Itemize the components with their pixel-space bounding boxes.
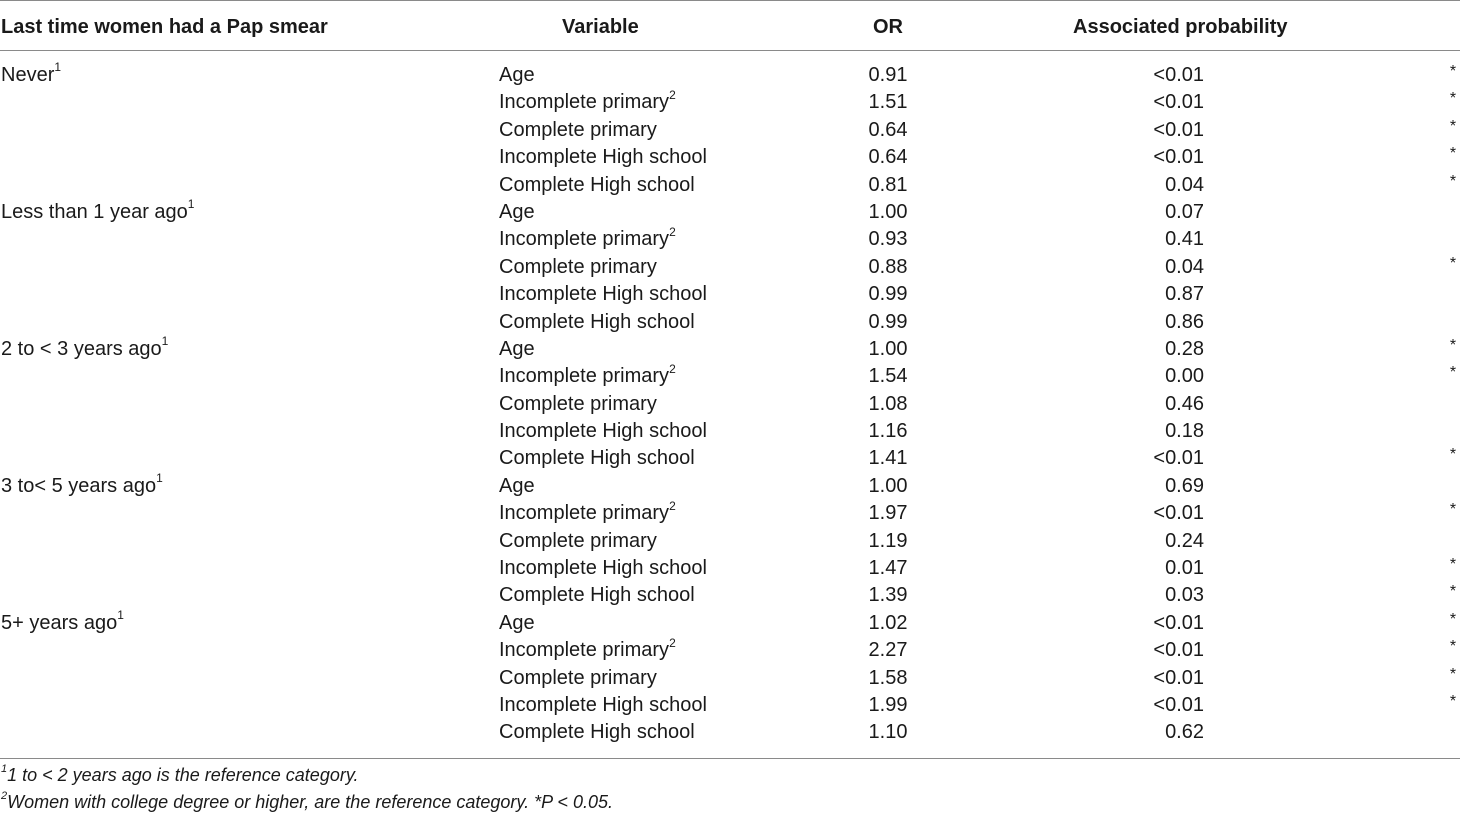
cell-probability-text: 0.62 (1165, 721, 1204, 744)
cell-significance (1446, 359, 1460, 386)
cell-significance (1446, 578, 1460, 605)
cell-significance (1446, 441, 1460, 468)
cell-or-text: 1.08 (868, 392, 908, 415)
cell-significance (1446, 332, 1460, 359)
cell-variable-text: Complete primary (499, 255, 657, 278)
cell-probability (1080, 226, 1204, 253)
cell-variable-text: Age (499, 337, 535, 360)
cell-or (830, 254, 946, 281)
cell-or (830, 62, 946, 89)
cell-or (830, 172, 946, 199)
cell-variable-text: Incomplete primary (499, 365, 670, 388)
cell-variable-sup: 2 (669, 87, 676, 102)
cell-variable (499, 500, 676, 527)
table-row (0, 172, 1460, 199)
cell-probability-text: 0.00 (1165, 365, 1204, 388)
cell-or (830, 226, 946, 253)
cell-variable-sup: 2 (669, 224, 676, 239)
cell-significance-text: * (1449, 63, 1457, 80)
cell-or (830, 281, 946, 308)
table-row (0, 336, 1460, 363)
cell-significance (1446, 168, 1460, 195)
cell-or (830, 528, 946, 555)
cell-probability (1080, 528, 1204, 555)
table-row (0, 89, 1460, 116)
cell-group-sup: 1 (187, 197, 195, 212)
table-header (0, 0, 1460, 50)
cell-probability-text: <0.01 (1153, 118, 1204, 141)
cell-variable-text: Complete primary (499, 392, 657, 415)
cell-group (1, 473, 163, 500)
cell-variable (499, 637, 676, 664)
table-row (0, 62, 1460, 89)
cell-significance-text: * (1449, 172, 1457, 190)
table-row (0, 363, 1460, 390)
cell-variable-text: Incomplete primary (499, 228, 670, 251)
table-row (0, 309, 1460, 336)
cell-variable-text: Incomplete primary (499, 502, 670, 525)
cell-group-sup: 1 (54, 60, 62, 75)
cell-variable-text: Age (499, 611, 535, 634)
cell-variable (499, 391, 657, 418)
cell-variable-text: Incomplete High school (499, 283, 707, 306)
cell-or-text: 1.19 (868, 529, 908, 552)
cell-variable (499, 62, 535, 89)
cell-variable (499, 665, 657, 692)
cell-probability (1080, 309, 1204, 336)
cell-or-text: 0.91 (868, 64, 908, 86)
cell-or-text: 1.58 (868, 666, 908, 689)
cell-or (830, 665, 946, 692)
table-row (0, 144, 1460, 171)
cell-group-sup: 1 (161, 334, 169, 349)
cell-probability (1080, 610, 1204, 637)
cell-variable (499, 692, 707, 719)
cell-variable-sup: 2 (669, 635, 676, 650)
cell-group-text: 3 to< 5 years ago (1, 474, 157, 497)
header-rule (0, 50, 1460, 51)
table-row (0, 226, 1460, 253)
header-or: OR (873, 16, 903, 38)
cell-probability-text: <0.01 (1153, 502, 1204, 525)
cell-variable (499, 172, 695, 199)
cell-or-text: 1.39 (868, 584, 908, 607)
cell-significance-text: * (1449, 446, 1457, 464)
cell-variable (499, 254, 657, 281)
cell-group-text: Less than 1 year ago (1, 200, 188, 223)
cell-group (1, 610, 124, 637)
cell-variable (499, 226, 676, 253)
table-row (0, 719, 1460, 746)
footnote-text: Women with college degree or higher, are the reference category. *P < 0.05. (7, 792, 613, 812)
cell-probability (1080, 637, 1204, 664)
cell-variable-text: Incomplete High school (499, 420, 707, 443)
cell-or (830, 391, 946, 418)
cell-probability-text: <0.01 (1153, 611, 1204, 634)
cell-variable (499, 418, 707, 445)
cell-probability (1080, 254, 1204, 281)
cell-variable-text: Age (499, 474, 535, 497)
footnote-1 (1, 762, 613, 789)
cell-or (830, 89, 946, 116)
cell-significance (1446, 551, 1460, 578)
cell-significance (1446, 606, 1460, 633)
cell-probability-text: 0.24 (1165, 529, 1204, 552)
cell-probability-text: <0.01 (1153, 91, 1204, 114)
cell-significance-text: * (1449, 638, 1457, 656)
cell-or-text: 1.00 (868, 337, 908, 360)
footnote-marker: 2 (1, 790, 8, 802)
table-body (0, 62, 1460, 747)
cell-probability-text: <0.01 (1153, 447, 1204, 470)
table-row (0, 692, 1460, 719)
cell-or (830, 363, 946, 390)
cell-probability-text: 0.07 (1165, 200, 1204, 223)
cell-variable (499, 336, 535, 363)
cell-probability (1080, 445, 1204, 472)
cell-probability (1080, 719, 1204, 746)
cell-significance (1446, 661, 1460, 688)
cell-probability (1080, 363, 1204, 390)
table-row (0, 555, 1460, 582)
table-row (0, 254, 1460, 281)
cell-probability-text: <0.01 (1153, 64, 1204, 86)
table-row (0, 473, 1460, 500)
cell-variable-text: Complete High school (499, 447, 695, 470)
cell-group (1, 336, 168, 363)
bottom-rule (0, 758, 1460, 759)
cell-significance-text: * (1449, 556, 1457, 574)
cell-or-text: 1.97 (868, 502, 908, 525)
cell-or-text: 0.64 (868, 146, 908, 169)
cell-or (830, 418, 946, 445)
cell-or (830, 336, 946, 363)
cell-probability (1080, 172, 1204, 199)
cell-or (830, 309, 946, 336)
footnote-marker: 1 (1, 763, 8, 775)
cell-significance-text: * (1449, 364, 1457, 382)
cell-probability (1080, 199, 1204, 226)
cell-group-sup: 1 (156, 471, 163, 486)
header-group: Last time women had a Pap smear (1, 16, 328, 38)
cell-variable-text: Age (499, 200, 535, 223)
cell-variable (499, 363, 676, 390)
cell-or-text: 0.99 (868, 310, 908, 333)
cell-or-text: 1.47 (868, 557, 908, 580)
table-row (0, 199, 1460, 226)
table-row (0, 528, 1460, 555)
cell-probability (1080, 555, 1204, 582)
cell-significance (1446, 140, 1460, 167)
cell-probability-text: 0.46 (1165, 392, 1204, 415)
cell-probability (1080, 281, 1204, 308)
cell-group (1, 62, 61, 89)
cell-significance-text: * (1449, 145, 1457, 163)
cell-variable-text: Complete primary (499, 118, 657, 141)
table-row (0, 582, 1460, 609)
cell-significance (1446, 633, 1460, 660)
cell-probability-text: <0.01 (1153, 693, 1204, 716)
cell-variable (499, 144, 707, 171)
cell-probability-text: 0.28 (1165, 337, 1204, 360)
cell-probability (1080, 117, 1204, 144)
cell-or (830, 582, 946, 609)
cell-significance (1446, 85, 1460, 112)
cell-probability-text: 0.03 (1165, 584, 1204, 607)
cell-variable-text: Age (499, 64, 535, 86)
table-row (0, 665, 1460, 692)
cell-variable-text: Complete primary (499, 666, 657, 689)
cell-or (830, 719, 946, 746)
cell-variable (499, 555, 707, 582)
cell-probability (1080, 582, 1204, 609)
cell-variable-text: Incomplete High school (499, 146, 707, 169)
cell-group (1, 199, 194, 226)
header-probability: Associated probability (1073, 16, 1288, 38)
cell-or (830, 117, 946, 144)
cell-significance (1446, 496, 1460, 523)
cell-probability-text: 0.18 (1165, 420, 1204, 443)
cell-variable-text: Complete High school (499, 721, 695, 744)
cell-or-text: 0.81 (868, 173, 908, 196)
cell-variable (499, 309, 695, 336)
cell-group-text: Never (1, 64, 55, 86)
table-row (0, 117, 1460, 144)
cell-variable (499, 719, 695, 746)
cell-variable-text: Complete High school (499, 584, 695, 607)
cell-variable-text: Incomplete primary (499, 639, 670, 662)
cell-probability (1080, 336, 1204, 363)
cell-or-text: 1.99 (868, 693, 908, 716)
cell-probability (1080, 418, 1204, 445)
cell-variable-text: Complete primary (499, 529, 657, 552)
cell-or (830, 473, 946, 500)
table-row (0, 637, 1460, 664)
cell-group-sup: 1 (117, 608, 124, 623)
header-variable: Variable (562, 16, 639, 38)
cell-or-text: 0.64 (868, 118, 908, 141)
cell-significance (1446, 58, 1460, 85)
cell-significance-text: * (1449, 90, 1457, 108)
cell-probability (1080, 473, 1204, 500)
cell-group-text: 5+ years ago (1, 611, 118, 634)
cell-or-text: 1.10 (868, 721, 908, 744)
cell-significance-text: * (1449, 610, 1457, 628)
table-row (0, 281, 1460, 308)
cell-or (830, 555, 946, 582)
cell-significance-text: * (1449, 665, 1457, 683)
cell-variable-sup: 2 (669, 498, 676, 513)
cell-significance (1446, 113, 1460, 140)
cell-or-text: 1.41 (868, 447, 908, 470)
cell-or-text: 0.88 (868, 255, 908, 278)
cell-or-text: 1.00 (868, 200, 908, 223)
cell-probability-text: 0.87 (1165, 283, 1204, 306)
cell-significance-text: * (1449, 336, 1457, 354)
cell-probability-text: 0.04 (1165, 255, 1204, 278)
cell-variable (499, 89, 676, 116)
cell-variable-text: Incomplete High school (499, 557, 707, 580)
cell-or (830, 144, 946, 171)
cell-variable-text: Incomplete primary (499, 91, 670, 114)
cell-significance-text: * (1449, 692, 1457, 710)
cell-significance-text: * (1449, 583, 1457, 601)
cell-significance-text: * (1449, 117, 1457, 135)
cell-or (830, 610, 946, 637)
cell-or (830, 445, 946, 472)
cell-probability (1080, 665, 1204, 692)
cell-variable (499, 582, 695, 609)
cell-probability (1080, 62, 1204, 89)
cell-probability (1080, 89, 1204, 116)
cell-variable (499, 199, 535, 226)
footnotes (1, 762, 613, 816)
cell-significance (1446, 250, 1460, 277)
cell-variable (499, 117, 657, 144)
cell-probability-text: 0.86 (1165, 310, 1204, 333)
cell-variable (499, 528, 657, 555)
cell-probability-text: <0.01 (1153, 639, 1204, 662)
cell-group-text: 2 to < 3 years ago (1, 337, 162, 360)
cell-variable-text: Complete High school (499, 173, 695, 196)
table-row (0, 418, 1460, 445)
cell-variable-sup: 2 (669, 361, 676, 376)
cell-or-text: 1.51 (868, 91, 908, 114)
footnote-2 (1, 789, 613, 816)
cell-or (830, 692, 946, 719)
cell-or-text: 1.54 (868, 365, 908, 388)
cell-or (830, 500, 946, 527)
cell-or-text: 1.16 (868, 420, 908, 443)
cell-significance-text: * (1449, 501, 1457, 519)
cell-probability (1080, 692, 1204, 719)
cell-significance (1446, 688, 1460, 715)
footnote-text: 1 to < 2 years ago is the reference category. (7, 765, 359, 785)
cell-or (830, 637, 946, 664)
table-row (0, 610, 1460, 637)
cell-probability-text: 0.01 (1165, 557, 1204, 580)
table-row (0, 391, 1460, 418)
cell-variable-text: Incomplete High school (499, 693, 707, 716)
cell-probability-text: 0.69 (1165, 474, 1204, 497)
cell-or-text: 1.00 (868, 474, 908, 497)
cell-variable (499, 610, 535, 637)
table-row (0, 445, 1460, 472)
cell-significance-text: * (1449, 254, 1457, 272)
cell-probability-text: 0.41 (1165, 228, 1204, 251)
cell-variable (499, 473, 535, 500)
table-row (0, 500, 1460, 527)
cell-or-text: 0.99 (868, 283, 908, 306)
cell-or-text: 2.27 (868, 639, 908, 662)
cell-probability (1080, 391, 1204, 418)
cell-variable-text: Complete High school (499, 310, 695, 333)
cell-or (830, 199, 946, 226)
cell-or-text: 1.02 (868, 611, 908, 634)
cell-probability-text: 0.04 (1165, 173, 1204, 196)
cell-or-text: 0.93 (868, 228, 908, 251)
cell-probability (1080, 144, 1204, 171)
cell-probability (1080, 500, 1204, 527)
cell-variable (499, 445, 695, 472)
cell-probability-text: <0.01 (1153, 666, 1204, 689)
cell-probability-text: <0.01 (1153, 146, 1204, 169)
cell-variable (499, 281, 707, 308)
